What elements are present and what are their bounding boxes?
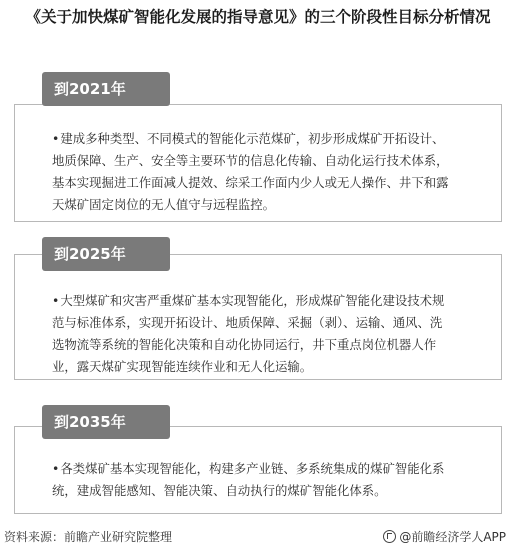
brand-text: @前瞻经济学人APP xyxy=(399,530,506,544)
qianzhan-logo-icon xyxy=(383,530,396,543)
page-title: 《关于加快煤矿智能化发展的指导意见》的三个阶段性目标分析情况 xyxy=(25,8,491,26)
stage-2035-text xyxy=(52,458,454,502)
stage-2021-description: 建成多种类型、不同模式的智能化示范煤矿，初步形成煤矿开拓设计、地质保障、生产、安全等主要环节的信息化传输、自动化运行技术体系，基本实现掘进工作面减人提效、综采工作面内少人或无人操作、井下和露天煤矿固定岗位的无人值守与远程监控。 xyxy=(52,131,449,212)
bullet-icon: • xyxy=(52,293,60,308)
stage-2021-text xyxy=(52,128,454,216)
brand-attribution xyxy=(383,528,506,545)
stage-2025-tab: 到2025年 xyxy=(42,237,170,271)
stage-2035-tab: 到2035年 xyxy=(42,405,170,439)
stage-2025-description: 大型煤矿和灾害严重煤矿基本实现智能化，形成煤矿智能化建设技术规范与标准体系，实现开拓设计、地质保障、采掘（剥）、运输、通风、洗选物流等系统的智能化决策和自动化协同运行，井下重点岗位机器人作业，露天煤矿实现智能连续作业和无人化运输。 xyxy=(52,293,445,374)
source-note: 资料来源：前瞻产业研究院整理 xyxy=(4,530,173,544)
stage-2021-tab: 到2021年 xyxy=(42,72,170,106)
bullet-icon: • xyxy=(52,461,60,476)
bullet-icon: • xyxy=(52,131,60,146)
stage-2025-text xyxy=(52,290,454,378)
stage-2035-description: 各类煤矿基本实现智能化，构建多产业链、多系统集成的煤矿智能化系统，建成智能感知、智能决策、自动执行的煤矿智能化体系。 xyxy=(52,461,445,498)
